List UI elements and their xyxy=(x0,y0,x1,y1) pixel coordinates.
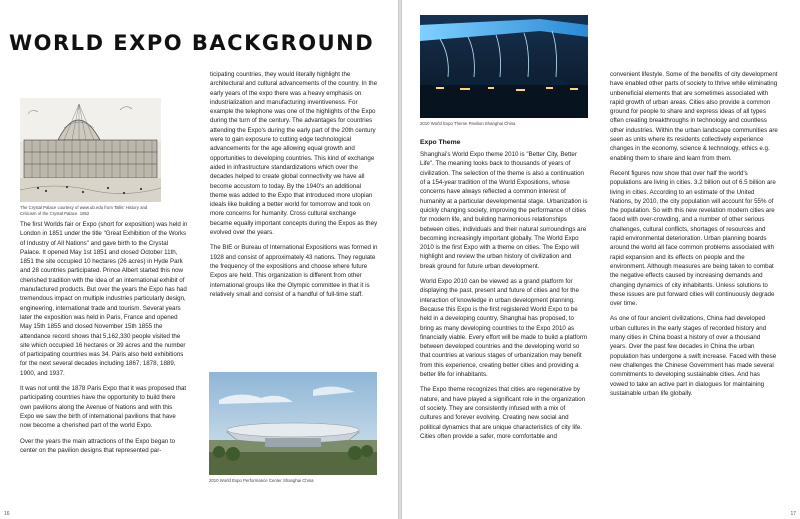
text-column-2 xyxy=(210,70,378,305)
text-column-1 xyxy=(20,220,188,461)
page-number-right: 17 xyxy=(790,511,796,517)
paragraph: ticipating countries, they would literally highlight the architectural and cultural advancements of the country. In the early years of the expo there was a heavy emphasis on industrialization and manufacturing inventiveness. For example the telephone was one of the highlights of the Expo during the turn of the century. The advantages for countries attending the Expo's during the early part of the 20th century were to gain exposure to cutting edge technological advancements for the age allowing equal growth and opportunities to developing countries. This kind of exchange aided in infrastructure standardizations which over the decades helped to create global connectivity we have all become accustom to today. By the 1940's an additional theme was added to the Expo that introduced more utopian ideals like building a better world for tomorrow and took on more concerns for humanity. Cross cultural exchange became equally important concepts during the Expos as they evolved over the years. xyxy=(210,71,378,237)
paragraph: The first Worlds fair or Expo (short for exposition) was held in London in 1851 under the title "Great Exhibition of the Works of Industry of All Nations" and gave birth to the Crystal Palace. It opened May 1st 1851 and closed October 11th, 1851 the site occupied 10 hectares (26 acres) in Hyde Park and 28 countries participated. Prince Albert started this now cherished tradition with the idea of an international exhibit of manufactured products. But over the years the Expo has had tremendous impact on multiple industries particularly design, engineering, international trade and tourism. Several years later the exposition was held in Paris, France and opened May 15th 1855 and closed November 15th 1855 the attendance record shows that 5,162,330 people visited the site which occupied 16 hectares or 39 acres and the number of participating countries was 34. Paris also held exhibitions for the next several decades including 1867, 1878, 1889, 1900, and 1937. xyxy=(20,221,188,377)
left-page xyxy=(0,0,398,519)
text-column-4 xyxy=(610,70,778,404)
paragraph: It was not until the 1878 Paris Expo that it was proposed that participating countries have the opportunity to build there own pavilions along the Avenue of Nations and with this Expo we saw the birth of international pavilions that have now become a cherished part of the world Expo. xyxy=(20,385,187,430)
paragraph: World Expo 2010 can be viewed as a grand platform for displaying the past, present and future of cities and for the interaction of knowledge in urban development planning. Because this Expo is the first registered World Expo to be held in a developing country, Shanghai has proposed, to bring as many developing countries to the Expo 2010 as financially viable. Every effort will be made to build a platform between developed countries and the developing world so that countries at various stages of urbanization may benefit from this experience, creating better cities and providing a better life for inhabitants. xyxy=(420,278,588,379)
theme-pavilion-caption: 2010 World Expo Theme Pavilion Shanghai China xyxy=(420,121,516,126)
paragraph: convenient lifestyle. Some of the benefits of city development have enabled other parts of society to thrive while eliminating unbeneficial elements that are sometimes associated with rapid growth of urban areas. Cities also provide a common ground for people to share and express ideas of all types often creating breakthroughs in technology and countless other industries. Within the urban landscape communities are seen as units where its residents collectively experience changes in the economy, science & technology, ethics e.g. enabling them to share and learn from them. xyxy=(610,71,778,162)
crystal-palace-caption: The Crystal Palace courtesy of www.ub.edu from Tallis' History and Criticism of the Crystal Palace. 1852 xyxy=(20,205,148,216)
page-title: WORLD EXPO BACKGROUND xyxy=(9,31,375,55)
section-heading: Expo Theme xyxy=(420,139,461,146)
paragraph: Recent figures now show that over half the world's populations are living in cities. 3.2 billion out of 6.5 billion are living in cities. According to an estimate of the United Nations, by 2010, the city population will account for 55% of the population. So with this new revelation modern cities are faced with over-crowding, and a number of other serious challenges, cultural conflicts, shortages of resources and rapid environmental deterioration. Urban planning boards around the world all face common problems associated with rapid expansion and its effects on people and the environment. Although measures are being taken to combat the negative effects caused by increasing demands and changing dynamics of city inhabitants. Unless solutions to these issues are put forward cities will continuously degrade over time. xyxy=(610,169,776,308)
performance-center-caption: 2010 World Expo Performance Center Shanghai China xyxy=(209,478,314,483)
crystal-palace-photo xyxy=(20,98,161,202)
theme-pavilion-photo xyxy=(420,15,588,118)
paragraph: The BIE or Bureau of International Expositions was formed in 1928 and consist of approximately 43 nations. They regulate the frequency of the expositions and choose where future Expos are held. This organization is different from other international groups like the Olympic committee in that it is relatively small and consist of a handful of full-time staff. xyxy=(210,244,378,298)
text-column-3 xyxy=(420,138,588,447)
right-page xyxy=(402,0,800,519)
paragraph: As one of four ancient civilizations, China had developed urban cultures in the early stages of recorded history and many cities in China boast a history of over a thousand years. Over the past few decades in China the urban population has undergone a swift increase. Faced with these new challenges the Chinese Government has made several commitments to developing sustainable cities. And has vowed to take an active part in dialogues for maintaining sustainable urban life globally. xyxy=(610,315,777,397)
paragraph: The Expo theme recognizes that cities are regenerative by nature, and have played a significant role in the organization of society. They are consistently infused with a mix of cultures and forever evolving. Creating new social and political dynamics that are unique characteristics of city life. Cities often provide a safer, more comfortable and xyxy=(420,386,586,440)
performance-center-photo xyxy=(209,372,377,475)
paragraph: Shanghai's World Expo theme 2010 is "Better City, Better Life". The meaning looks back to thousands of years of civilization. The selection of the theme is also a continuation of a 154-year tradition of the World Expositions, whose concerns have always reflected a common interest of humanity at a particular developmental stage. Urbanization is quickly changing society, improving the performance of cities for modern life, and building harmonious relationships between cities, individuals and their natural surroundings are becoming increasingly important globally. The World Expo 2010 is the first Expo with a theme on cities. The Expo will highlight and review the urban history of civilization and break ground for future urban development. xyxy=(420,151,588,270)
paragraph: Over the years the main attractions of the Expo began to center on the pavilion designs that represented par- xyxy=(20,437,176,454)
page-number-left: 16 xyxy=(4,511,10,517)
